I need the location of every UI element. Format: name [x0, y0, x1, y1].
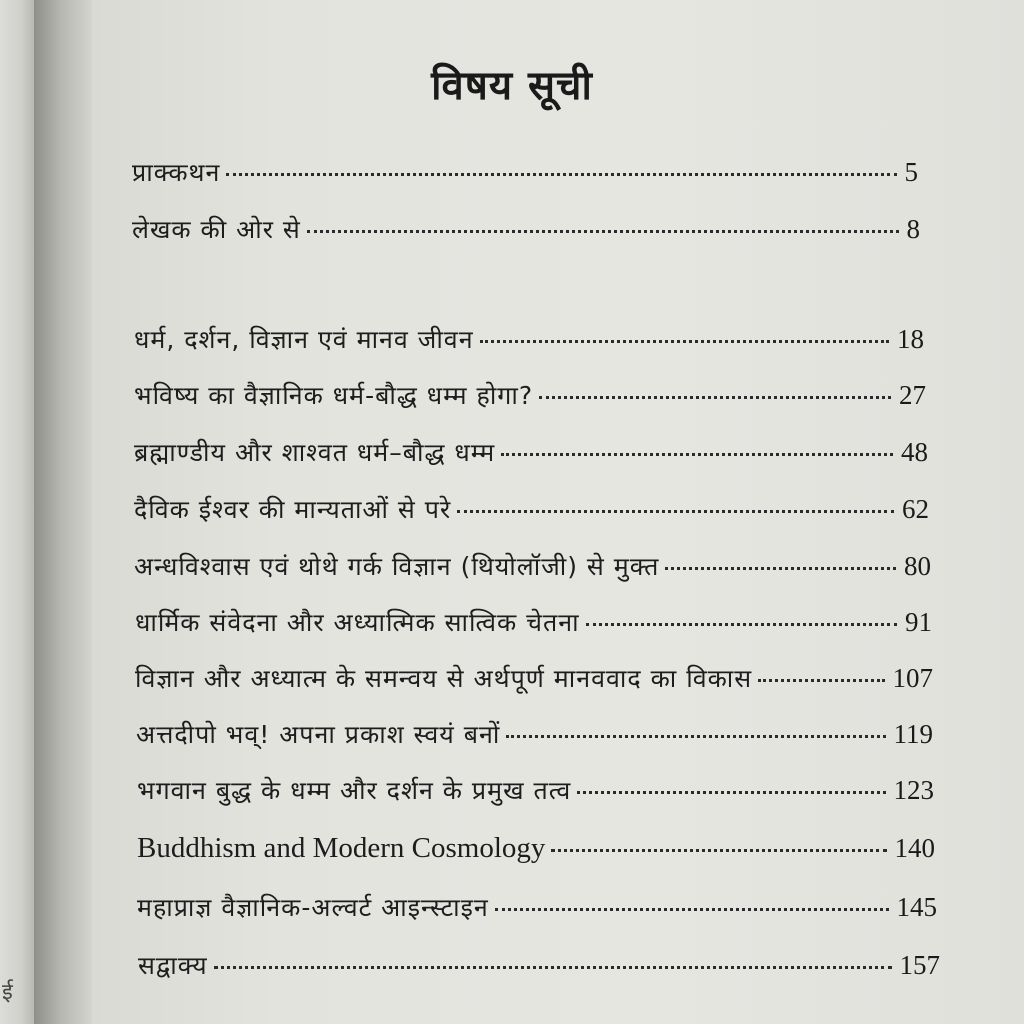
toc-entry-page: 157	[899, 950, 940, 980]
toc-entry-page: 145	[896, 892, 937, 922]
toc-entry	[135, 605, 932, 639]
toc-entry	[137, 890, 937, 924]
facing-page-glyph: ई	[2, 980, 13, 1005]
toc-entry-page: 119	[893, 719, 933, 749]
toc-entry-page: 123	[893, 775, 934, 805]
toc-entry-page: 48	[901, 437, 928, 467]
toc-entry	[134, 435, 928, 469]
toc-entry	[136, 717, 933, 751]
toc-entry-title: दैविक ईश्वर की मान्यताओं से परे	[134, 495, 452, 524]
toc-entry-title: Buddhism and Modern Cosmology	[137, 832, 546, 864]
dot-leader	[480, 340, 889, 343]
toc-entry-title: धर्म, दर्शन, विज्ञान एवं मानव जीवन	[134, 325, 474, 354]
dot-leader	[214, 966, 892, 969]
toc-entry-title: प्राक्कथन	[132, 158, 221, 187]
dot-leader	[577, 791, 885, 794]
toc-entry-page: 27	[899, 380, 926, 410]
dot-leader	[501, 453, 893, 456]
dot-leader	[539, 396, 891, 399]
toc-entry-page: 80	[904, 551, 931, 581]
page-title: विषय सूची	[431, 63, 593, 109]
dot-leader	[457, 510, 894, 513]
toc-entry-page: 8	[906, 214, 920, 244]
toc-entry-page: 62	[902, 494, 929, 524]
dot-leader	[586, 623, 897, 626]
dot-leader	[758, 679, 884, 682]
dot-leader	[506, 735, 885, 738]
toc-entry-page: 5	[904, 157, 918, 187]
toc-entry-title: विज्ञान और अध्यात्म के समन्वय से अर्थपूर्ण मानववाद का विकास	[135, 664, 753, 693]
dot-leader	[226, 173, 896, 176]
toc-entry-title: भविष्य का वैज्ञानिक धर्म-बौद्ध धम्म होगा?	[134, 381, 534, 410]
toc-entry	[134, 322, 924, 356]
toc-entry-title: ब्रह्माण्डीय और शाश्वत धर्म–बौद्ध धम्म	[134, 438, 496, 467]
toc-entry	[137, 832, 935, 865]
toc-entry-page: 107	[892, 663, 933, 693]
toc-entry-page: 91	[905, 607, 932, 637]
dot-leader	[307, 230, 899, 233]
toc-entry-title: लेखक की ओर से	[132, 215, 301, 244]
toc-entry	[135, 661, 933, 695]
toc-entry-page: 18	[897, 324, 924, 354]
toc-entry	[132, 212, 920, 246]
dot-leader	[495, 908, 889, 911]
toc-entry-title: अत्तदीपो भव्! अपना प्रकाश स्वयं बनों	[136, 720, 501, 749]
toc-entry-title: भगवान बुद्ध के धम्म और दर्शन के प्रमुख तत्व	[137, 776, 572, 805]
toc-entry	[134, 378, 926, 412]
toc-entry	[132, 155, 918, 189]
dot-leader	[551, 849, 886, 852]
toc-entry-title: सद्वाक्य	[138, 951, 208, 980]
toc-entry-page: 140	[894, 833, 935, 863]
toc-entry	[138, 948, 940, 982]
toc-entry-title: महाप्राज्ञ वैज्ञानिक-अल्वर्ट आइन्स्टाइन	[137, 893, 489, 922]
dot-leader	[665, 567, 896, 570]
toc-entry-title: अन्धविश्वास एवं थोथे गर्क विज्ञान (थियोलॉजी) से मुक्त	[134, 552, 660, 581]
toc-entry	[134, 492, 929, 526]
toc-entry	[134, 549, 931, 583]
toc-entry-title: धार्मिक संवेदना और अध्यात्मिक सात्विक चेतना	[135, 608, 580, 637]
toc-entry	[137, 773, 934, 807]
